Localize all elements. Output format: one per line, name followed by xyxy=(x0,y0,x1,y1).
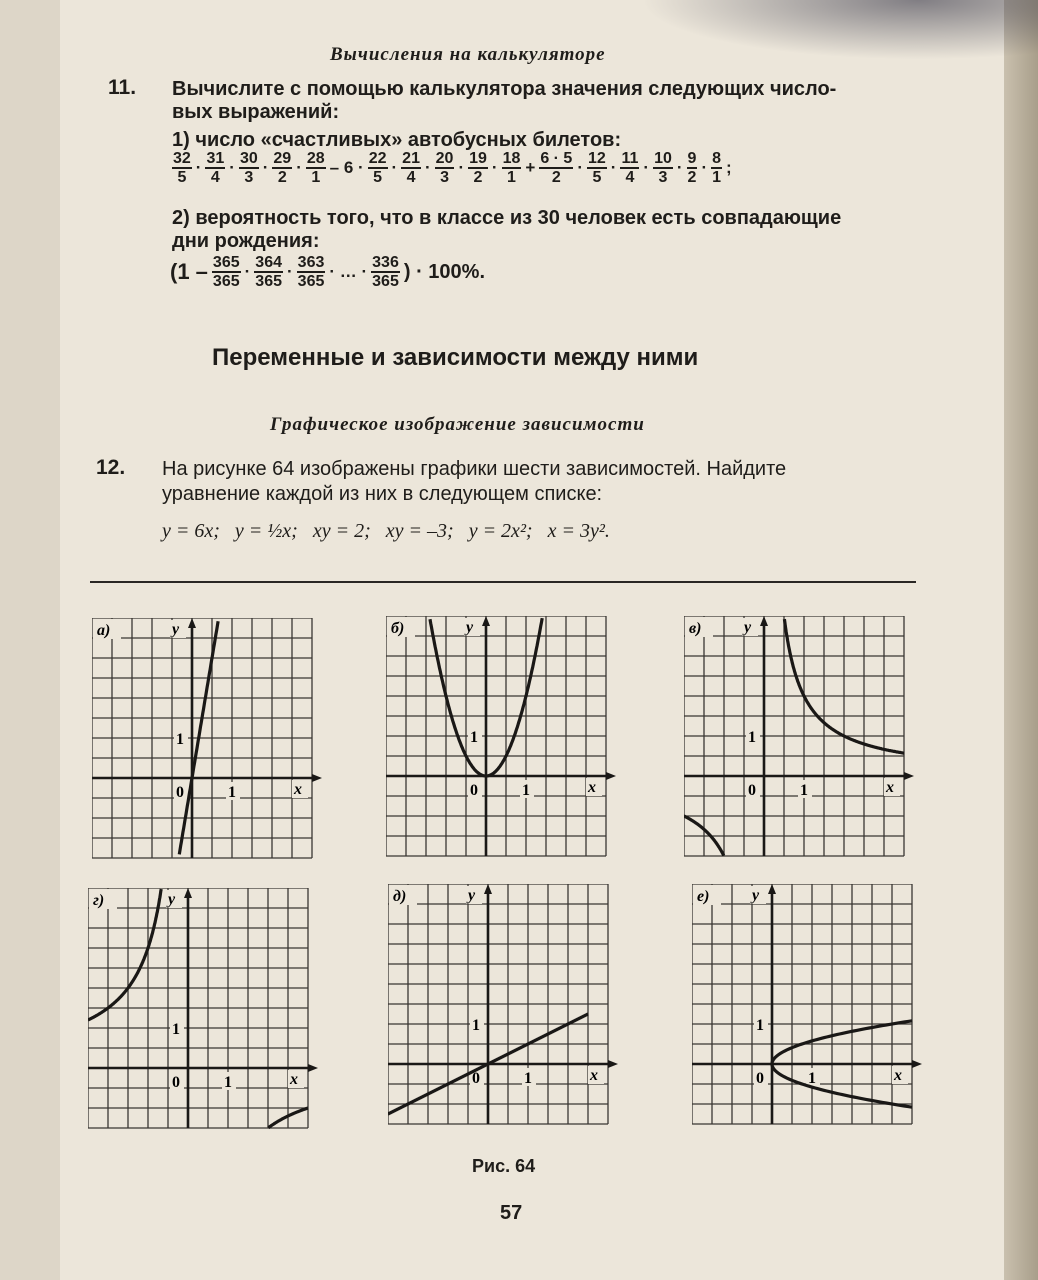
denominator: 3 xyxy=(244,169,254,186)
denominator: 2 xyxy=(473,169,483,186)
task-11-item2-line1: 2) вероятность того, что в классе из 30 человек есть совпадающие xyxy=(172,207,842,229)
y-axis-label: y xyxy=(468,887,476,904)
multiply-dot: · xyxy=(424,158,431,177)
y-axis-arrow xyxy=(760,616,768,626)
page-number: 57 xyxy=(500,1202,523,1224)
fraction xyxy=(539,150,573,186)
multiply-dot: · xyxy=(229,158,235,177)
fraction xyxy=(297,254,326,290)
multiply-dot: · xyxy=(676,158,683,177)
numerator: 32 xyxy=(173,150,191,167)
figure-caption: Рис. 64 xyxy=(472,1156,536,1176)
task-11-number: 11. xyxy=(108,76,137,99)
denominator: 5 xyxy=(592,169,602,186)
x-unit-label: 1 xyxy=(808,1070,816,1087)
fraction xyxy=(306,150,326,186)
task-12-number: 12. xyxy=(96,456,126,479)
numerator: 12 xyxy=(588,150,606,167)
numerator: 29 xyxy=(273,150,292,167)
expression-birthday-probability xyxy=(168,254,487,290)
fraction xyxy=(272,150,292,186)
open-paren: (1 – xyxy=(170,259,208,284)
ellipsis: · … · xyxy=(329,262,368,281)
minus-term: – 6 · xyxy=(329,158,364,177)
multiply-dot: · xyxy=(262,158,269,177)
multiply-dot: · xyxy=(610,158,617,177)
y-axis-label: y xyxy=(466,619,474,636)
origin-label: 0 xyxy=(470,782,478,799)
graph-panel-5 xyxy=(388,884,620,1128)
fraction xyxy=(687,150,698,186)
graph-panel-3 xyxy=(684,616,916,860)
graph-label: г) xyxy=(93,892,105,909)
task-11-item2-line2: дни рождения: xyxy=(172,230,320,252)
fraction xyxy=(172,150,192,186)
y-unit-label: 1 xyxy=(748,729,756,746)
numerator: 8 xyxy=(712,150,722,167)
y-unit-label: 1 xyxy=(172,1021,180,1038)
x-axis-arrow xyxy=(308,1064,318,1072)
numerator: 20 xyxy=(435,150,454,167)
denominator: 5 xyxy=(373,169,383,186)
numerator: 336 xyxy=(372,254,399,271)
denominator: 365 xyxy=(297,273,325,290)
fraction xyxy=(468,150,488,186)
graph-label: в) xyxy=(689,620,702,637)
expression-lucky-tickets xyxy=(170,150,734,186)
task-12-text-line2: уравнение каждой из них в следующем списке: xyxy=(162,483,603,505)
x-axis-label: x xyxy=(588,779,596,796)
x-unit-label: 1 xyxy=(228,784,236,801)
equation-2: y = ½x; xyxy=(234,520,298,542)
denominator: 2 xyxy=(687,169,697,186)
denominator: 2 xyxy=(551,169,561,186)
numerator: 11 xyxy=(621,150,639,167)
numerator: 365 xyxy=(212,254,240,271)
book-spine xyxy=(1004,0,1038,1280)
semicolon: ; xyxy=(726,158,732,177)
graph-panel-4 xyxy=(88,888,320,1132)
equation-4: xy = –3; xyxy=(385,520,454,542)
x-axis-arrow xyxy=(312,774,322,782)
multiply-dot: · xyxy=(296,158,302,177)
y-axis-label: y xyxy=(172,621,180,638)
numerator: 364 xyxy=(255,254,282,271)
y-unit-label: 1 xyxy=(472,1017,480,1034)
equation-1: y = 6x; xyxy=(162,520,220,542)
x-axis-label: x xyxy=(894,1067,902,1084)
y-axis-arrow xyxy=(482,616,490,626)
fraction xyxy=(711,150,722,186)
fraction xyxy=(587,150,607,186)
fraction xyxy=(620,150,639,186)
numerator: 21 xyxy=(402,150,420,167)
shadow xyxy=(640,0,1038,60)
numerator: 19 xyxy=(469,150,487,167)
multiply-dot: · xyxy=(577,158,583,177)
y-axis-arrow xyxy=(768,884,776,894)
x-unit-label: 1 xyxy=(224,1074,232,1091)
graph-label: б) xyxy=(391,620,405,637)
denominator: 4 xyxy=(406,169,416,186)
task-12-text-line1: На рисунке 64 изображены графики шести зависимостей. Найдите xyxy=(162,458,787,480)
task-11-text-line1: Вычислите с помощью калькулятора значения следующих число- xyxy=(172,78,837,100)
graph-panel-1 xyxy=(92,618,324,862)
numerator: 363 xyxy=(297,254,325,271)
multiply-dot: · xyxy=(195,158,202,177)
equation-5: y = 2x²; xyxy=(468,520,533,542)
y-axis-arrow xyxy=(484,884,492,894)
fraction xyxy=(653,150,673,186)
numerator: 30 xyxy=(239,150,258,167)
origin-label: 0 xyxy=(472,1070,480,1087)
multiply-dot: · xyxy=(244,262,251,281)
y-axis-label: y xyxy=(168,891,176,908)
close-paren: ) · 100%. xyxy=(403,260,486,283)
x-unit-label: 1 xyxy=(800,782,808,799)
denominator: 5 xyxy=(177,169,187,186)
fraction xyxy=(371,254,400,290)
y-unit-label: 1 xyxy=(756,1017,764,1034)
denominator: 2 xyxy=(277,169,287,186)
numerator: 10 xyxy=(654,150,672,167)
denominator: 1 xyxy=(507,169,516,186)
graph-label: е) xyxy=(697,888,710,905)
y-axis-label: y xyxy=(744,619,752,636)
fraction xyxy=(368,150,388,186)
numerator: 9 xyxy=(687,150,697,167)
x-axis-label: x xyxy=(290,1071,298,1088)
origin-label: 0 xyxy=(756,1070,764,1087)
section-title: Переменные и зависимости между ними xyxy=(212,344,699,371)
numerator: 31 xyxy=(206,150,225,167)
equation-3: xy = 2; xyxy=(312,520,371,542)
denominator: 4 xyxy=(210,169,220,186)
equation-list xyxy=(162,520,610,543)
subsection-title: Графическое изображение зависимости xyxy=(270,414,645,435)
graph-label: а) xyxy=(97,622,111,639)
x-axis-label: x xyxy=(590,1067,598,1084)
origin-label: 0 xyxy=(748,782,756,799)
denominator: 1 xyxy=(712,169,722,186)
multiply-dot: · xyxy=(701,158,708,177)
multiply-dot: · xyxy=(643,158,650,177)
x-axis-arrow xyxy=(608,1060,618,1068)
denominator: 365 xyxy=(255,273,282,290)
multiply-dot: · xyxy=(458,158,465,177)
y-axis-arrow xyxy=(188,618,196,628)
multiply-dot: · xyxy=(391,158,398,177)
horizontal-rule xyxy=(90,581,916,583)
x-axis-arrow xyxy=(904,772,914,780)
multiply-dot: · xyxy=(491,158,498,177)
y-unit-label: 1 xyxy=(176,731,184,748)
task-11-item1: 1) число «счастливых» автобусных билетов: xyxy=(172,129,622,151)
running-title: Вычисления на калькуляторе xyxy=(330,44,606,65)
denominator: 4 xyxy=(625,169,635,186)
y-axis-label: y xyxy=(752,887,760,904)
x-axis-label: x xyxy=(886,779,894,796)
fraction xyxy=(205,150,225,186)
fraction xyxy=(254,254,283,290)
denominator: 3 xyxy=(440,169,449,186)
x-axis-arrow xyxy=(912,1060,922,1068)
graph-panel-2 xyxy=(386,616,618,860)
fraction xyxy=(239,150,259,186)
numerator: 22 xyxy=(368,150,387,167)
numerator: 28 xyxy=(306,150,325,167)
equation-6: x = 3y². xyxy=(547,520,610,542)
graph-panel-6 xyxy=(692,884,924,1128)
denominator: 1 xyxy=(311,169,321,186)
denominator: 365 xyxy=(212,273,240,290)
plus-sign: + xyxy=(525,158,536,177)
x-axis-label: x xyxy=(294,781,302,798)
fraction xyxy=(212,254,241,290)
origin-label: 0 xyxy=(176,784,184,801)
fraction xyxy=(401,150,421,186)
x-unit-label: 1 xyxy=(524,1070,532,1087)
numerator: 18 xyxy=(502,150,521,167)
fraction xyxy=(502,150,522,186)
x-unit-label: 1 xyxy=(522,782,530,799)
graph-label: д) xyxy=(393,888,407,905)
x-axis-arrow xyxy=(606,772,616,780)
y-axis-arrow xyxy=(184,888,192,898)
fraction xyxy=(435,150,455,186)
origin-label: 0 xyxy=(172,1074,180,1091)
denominator: 3 xyxy=(658,169,668,186)
task-11-text-line2: вых выражений: xyxy=(172,101,340,123)
y-unit-label: 1 xyxy=(470,729,478,746)
denominator: 365 xyxy=(372,273,399,290)
multiply-dot: · xyxy=(287,262,293,281)
numerator: 6 · 5 xyxy=(540,150,573,167)
